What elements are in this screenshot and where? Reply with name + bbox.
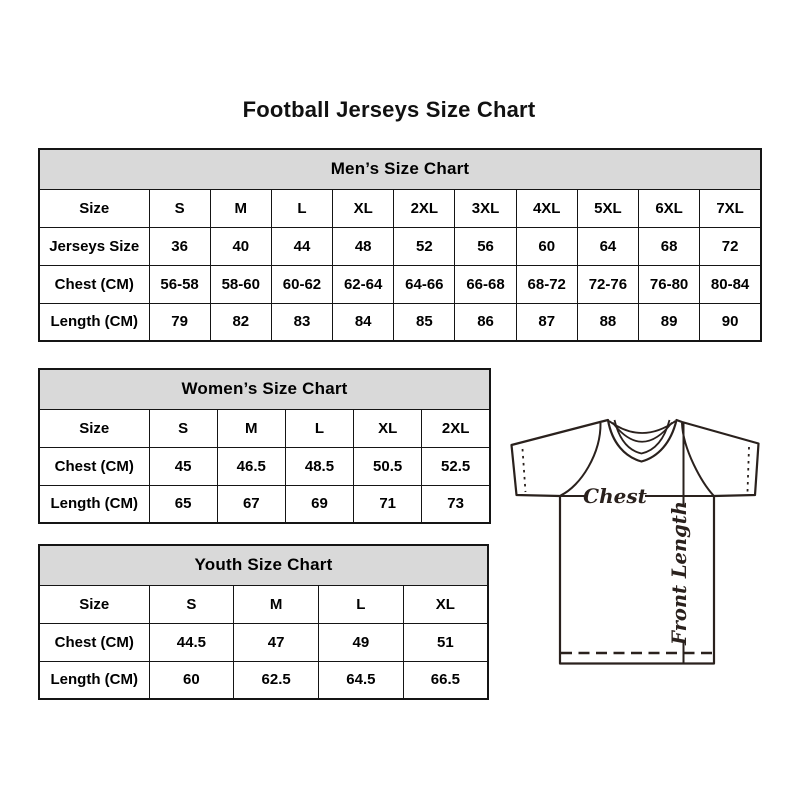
value-cell: 2XL	[394, 189, 455, 227]
value-cell: 87	[516, 303, 577, 341]
row-label-cell: Length (CM)	[39, 661, 149, 699]
value-cell: 5XL	[577, 189, 638, 227]
table-title: Youth Size Chart	[39, 545, 488, 585]
value-cell: 60	[516, 227, 577, 265]
table-title-row	[39, 369, 490, 409]
value-cell: 65	[149, 485, 217, 523]
value-cell: 62.5	[234, 661, 319, 699]
value-cell: 80-84	[700, 265, 761, 303]
value-cell: M	[210, 189, 271, 227]
value-cell: 88	[577, 303, 638, 341]
value-cell: S	[149, 409, 217, 447]
womens-size-table	[38, 368, 491, 524]
value-cell: 52	[394, 227, 455, 265]
value-cell: 51	[403, 623, 488, 661]
mens-size-table	[38, 148, 762, 342]
value-cell: 84	[333, 303, 394, 341]
table-title: Women’s Size Chart	[39, 369, 490, 409]
value-cell: 86	[455, 303, 516, 341]
value-cell: XL	[354, 409, 422, 447]
value-cell: 60-62	[271, 265, 332, 303]
value-cell: 79	[149, 303, 210, 341]
value-cell: 47	[234, 623, 319, 661]
row-label-cell: Size	[39, 189, 149, 227]
value-cell: 48	[333, 227, 394, 265]
value-cell: 66-68	[455, 265, 516, 303]
value-cell: 62-64	[333, 265, 394, 303]
youth-size-table	[38, 544, 489, 700]
value-cell: 48.5	[285, 447, 353, 485]
value-cell: S	[149, 189, 210, 227]
value-cell: 7XL	[700, 189, 761, 227]
value-cell: XL	[403, 585, 488, 623]
table-row	[39, 265, 761, 303]
value-cell: 46.5	[217, 447, 285, 485]
table-row	[39, 661, 488, 699]
value-cell: 72	[700, 227, 761, 265]
value-cell: 50.5	[354, 447, 422, 485]
value-cell: 64	[577, 227, 638, 265]
jersey-outline-shape	[512, 420, 759, 664]
value-cell: 45	[149, 447, 217, 485]
value-cell: 72-76	[577, 265, 638, 303]
row-label-cell: Chest (CM)	[39, 623, 149, 661]
value-cell: XL	[333, 189, 394, 227]
row-label-cell: Jerseys Size	[39, 227, 149, 265]
row-label-cell: Size	[39, 409, 149, 447]
value-cell: 83	[271, 303, 332, 341]
table-title-row	[39, 149, 761, 189]
value-cell: 58-60	[210, 265, 271, 303]
table-title-row	[39, 545, 488, 585]
row-label-cell: Length (CM)	[39, 303, 149, 341]
value-cell: 71	[354, 485, 422, 523]
value-cell: 52.5	[422, 447, 490, 485]
value-cell: 68-72	[516, 265, 577, 303]
row-label-cell: Chest (CM)	[39, 447, 149, 485]
value-cell: 3XL	[455, 189, 516, 227]
value-cell: 6XL	[639, 189, 700, 227]
table-row	[39, 623, 488, 661]
value-cell: L	[285, 409, 353, 447]
value-cell: 60	[149, 661, 234, 699]
value-cell: L	[271, 189, 332, 227]
front-length-measure-label: Front Length	[668, 501, 691, 645]
value-cell: 64-66	[394, 265, 455, 303]
value-cell: 4XL	[516, 189, 577, 227]
value-cell: 2XL	[422, 409, 490, 447]
value-cell: 82	[210, 303, 271, 341]
value-cell: 44	[271, 227, 332, 265]
value-cell: 89	[639, 303, 700, 341]
value-cell: 68	[639, 227, 700, 265]
value-cell: S	[149, 585, 234, 623]
table-row	[39, 485, 490, 523]
value-cell: 56-58	[149, 265, 210, 303]
value-cell: 73	[422, 485, 490, 523]
value-cell: 69	[285, 485, 353, 523]
row-label-cell: Length (CM)	[39, 485, 149, 523]
value-cell: 36	[149, 227, 210, 265]
table-row	[39, 585, 488, 623]
value-cell: 66.5	[403, 661, 488, 699]
table-row	[39, 303, 761, 341]
value-cell: 40	[210, 227, 271, 265]
value-cell: 64.5	[319, 661, 404, 699]
value-cell: L	[319, 585, 404, 623]
row-label-cell: Chest (CM)	[39, 265, 149, 303]
chest-measure-label: Chest	[583, 484, 647, 508]
table-row	[39, 447, 490, 485]
value-cell: 90	[700, 303, 761, 341]
value-cell: 49	[319, 623, 404, 661]
table-row	[39, 189, 761, 227]
value-cell: 76-80	[639, 265, 700, 303]
value-cell: M	[217, 409, 285, 447]
value-cell: 85	[394, 303, 455, 341]
table-title: Men’s Size Chart	[39, 149, 761, 189]
table-row	[39, 227, 761, 265]
table-row	[39, 409, 490, 447]
value-cell: 44.5	[149, 623, 234, 661]
row-label-cell: Size	[39, 585, 149, 623]
value-cell: 67	[217, 485, 285, 523]
value-cell: M	[234, 585, 319, 623]
page-title: Football Jerseys Size Chart	[242, 97, 536, 122]
jersey-diagram	[505, 405, 770, 670]
value-cell: 56	[455, 227, 516, 265]
